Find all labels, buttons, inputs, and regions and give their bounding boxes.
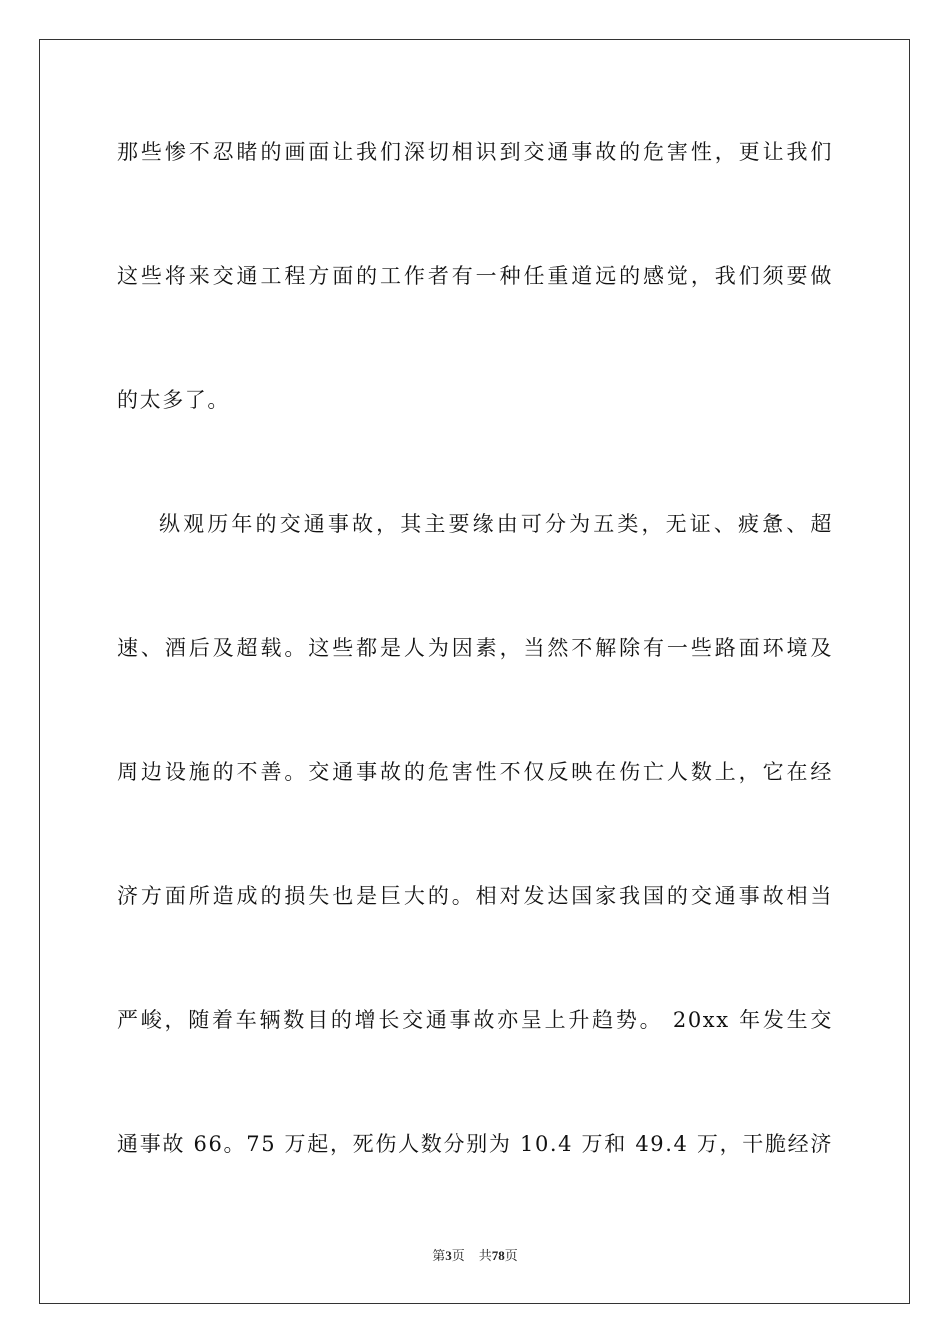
page-footer <box>0 1247 950 1265</box>
body-line-7: 济方面所造成的损失也是巨大的。相对发达国家我国的交通事故相当 <box>117 884 833 908</box>
body-line-1: 那些惨不忍睹的画面让我们深切相识到交通事故的危害性，更让我们 <box>117 140 833 164</box>
body-line-6: 周边设施的不善。交通事故的危害性不仅反映在伤亡人数上，它在经 <box>117 760 833 784</box>
body-line-9: 通事故 66。75 万起，死伤人数分别为 10.4 万和 49.4 万，干脆经济 <box>117 1132 833 1156</box>
footer-total-prefix: 共 <box>478 1248 492 1263</box>
footer-page-prefix: 第 <box>432 1248 446 1263</box>
body-line-5: 速、酒后及超载。这些都是人为因素，当然不解除有一些路面环境及 <box>117 636 833 660</box>
footer-total-suffix: 页 <box>504 1248 518 1263</box>
body-line-8: 严峻，随着车辆数目的增长交通事故亦呈上升趋势。 20xx 年发生交 <box>117 1008 833 1032</box>
footer-page-current: 3 <box>445 1248 452 1263</box>
body-line-4: 纵观历年的交通事故，其主要缘由可分为五类，无证、疲惫、超 <box>159 512 833 536</box>
footer-page-total: 78 <box>491 1248 505 1263</box>
body-line-2: 这些将来交通工程方面的工作者有一种任重道远的感觉，我们须要做 <box>117 264 833 288</box>
footer-page-suffix: 页 <box>451 1248 465 1263</box>
body-line-3: 的太多了。 <box>117 388 230 412</box>
page-border <box>39 39 910 1304</box>
